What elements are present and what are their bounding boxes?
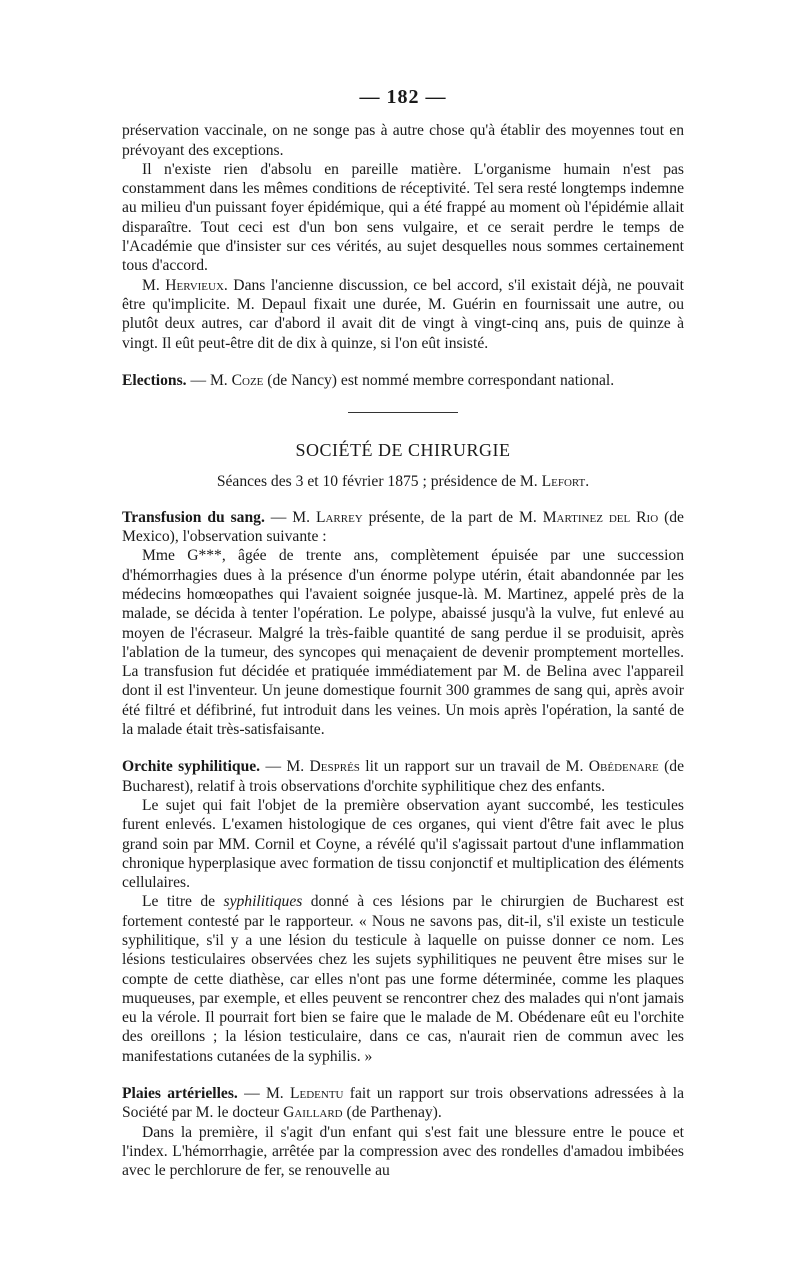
section-label-orchite: Orchite syphilitique.	[122, 758, 261, 776]
text-fragment: fait un rapport sur trois observations adressées à la Société par M. le docteur	[122, 1085, 684, 1122]
text-fragment: (de Parthenay).	[342, 1104, 442, 1122]
text-fragment: — M.	[260, 758, 310, 776]
paragraph-plaies	[122, 1084, 684, 1123]
paragraph-text: Dans l'ancienne discussion, ce bel accord, s'il existait déjà, ne pouvait être qu'implicite. M. Depaul fixait une durée, M. Guérin en fournissait une autre, ou plutôt deux autres, car d'abord il avait dit de vingt à vingt-cinq ans, puis de quinze à vingt. Il eût peut-être dit de dix à quinze, si l'on eût insisté.	[122, 276, 684, 352]
paragraph-transfusion-case: Mme G***, âgée de trente ans, complètement épuisée par une succession d'hémorrhagies dues à la présence d'un énorme polype utérin, était abandonnée par les médecins homœopathes qui l'avaient soignée jusque-là. M. Martinez, appelé près de la malade, se décida à tenter l'opération. Le polype, abaissé jusqu'à la vulve, fut enlevé au moyen de l'écraseur. Malgré la très-faible quantité de sang perdue il se produisit, après l'ablation de la tumeur, des syncopes qui menaçaient de devenir promptement mortelles. La transfusion fut décidée et pratiquée immédiatement par M. de Belina avec l'appareil dont il est l'inventeur. Un jeune domestique fournit 300 grammes de sang qui, après avoir été filtré et défibriné, fut introduit dans les veines. Un mois après l'opération, la santé de la malade était très-satisfaisante.	[122, 547, 684, 739]
text-fragment: donné à ces lésions par le chirurgien de Bucharest est fortement contesté par le rapporteur. « Nous ne savons pas, dit-il, s'il existe un testicule syphilitique, s'il y a une lésion du testicule à laquelle on puisse donner ce nom. Les lésions testiculaires observées chez les sujets syphilitiques ne peuvent être mises sur le compte de cette diathèse, car elles n'ont pas une forme déterminée, comme les plaques muqueuses, par exemple, et elles peuvent se rencontrer chez des malades qui n'ont jamais eu la vérole. Il pourrait fort bien se faire que le malade de M. Obédenare eût eu l'orchite des oreillons ; la lésion testiculaire, dans ce cas, n'aurait rien de commun avec les manifestations cutanées de la syphilis. »	[122, 893, 684, 1065]
paragraph-elections	[122, 371, 684, 390]
paragraph-hervieux	[122, 276, 684, 353]
person-name: Martinez del Rio	[542, 508, 659, 526]
paragraph-transfusion	[122, 508, 684, 547]
text-fragment: (de Nancy) est nommé membre correspondant national.	[263, 371, 615, 389]
text-fragment: — M.	[186, 371, 232, 389]
text-fragment: lit un rapport sur un travail de M.	[359, 758, 589, 776]
page	[122, 88, 684, 1181]
paragraph-intro-2: Il n'existe rien d'absolu en pareille matière. L'organisme humain n'est pas constamment dans les mêmes conditions de réceptivité. Tel sera resté longtemps indemne au milieu d'un puissant foyer épidémique, qui a été frappé au moment où l'épidémie allait disparaître. Tout ceci est d'un bon sens vulgaire, et ce serait perdre le temps de l'Académie que d'insister sur ces vérités, au sujet desquelles nous sommes certainement tous d'accord.	[122, 160, 684, 275]
page-number: — 182 —	[359, 86, 447, 108]
italic-term: syphilitiques	[223, 893, 303, 911]
section-divider	[348, 412, 458, 413]
text-fragment: (de Mexico), l'observation suivante :	[122, 508, 684, 546]
speaker-name: M. Hervieux.	[142, 276, 228, 294]
president-name: Lefort	[541, 473, 586, 491]
section-label-transfusion: Transfusion du sang.	[122, 508, 265, 526]
section-title: SOCIÉTÉ DE CHIRURGIE	[295, 440, 511, 461]
section-label-elections: Elections.	[122, 371, 187, 389]
person-name: Gaillard	[283, 1104, 343, 1122]
text-fragment: — M.	[264, 508, 316, 526]
text-fragment: — M.	[237, 1085, 290, 1103]
paragraph-intro-1: préservation vaccinale, on ne songe pas à autre chose qu'à établir des moyennes tout en prévoyant des exceptions.	[122, 122, 684, 159]
text-fragment: .	[585, 473, 590, 491]
person-name: Després	[309, 758, 360, 776]
person-name: Obédenare	[588, 758, 659, 776]
paragraph-orchite-2: Le sujet qui fait l'objet de la première observation ayant succombé, les testicules furent enlevés. L'examen histologique de ces organes, qui vient d'être fait avec le plus grand soin par MM. Cornil et Coyne, a révélé qu'il s'agissait partout d'une inflammation chronique hyperplasique avec formation de tissu conjonctif et multiplication des éléments cellulaires.	[122, 796, 684, 892]
text-fragment: présente, de la part de M.	[362, 508, 543, 526]
paragraph-plaies-2: Dans la première, il s'agit d'un enfant qui s'est fait une blessure entre le pouce et l'index. L'hémorrhagie, arrêtée par la compression avec des rondelles d'amadou imbibées avec le perchlorure de fer, se renouvelle au	[122, 1123, 684, 1180]
section-label-plaies: Plaies artérielles.	[122, 1085, 238, 1103]
paragraph-orchite	[122, 757, 684, 796]
person-name: Larrey	[315, 508, 363, 526]
session-line	[122, 472, 684, 491]
person-name: Ledentu	[289, 1085, 344, 1103]
text-fragment: Séances des 3 et 10 février 1875 ; présidence de M.	[216, 473, 542, 491]
paragraph-orchite-3	[122, 892, 684, 1066]
person-name: Coze	[231, 371, 264, 389]
text-fragment: Le titre de	[142, 893, 224, 911]
text-fragment: (de Bucharest), relatif à trois observations d'orchite syphilitique chez des enfants.	[122, 758, 684, 795]
